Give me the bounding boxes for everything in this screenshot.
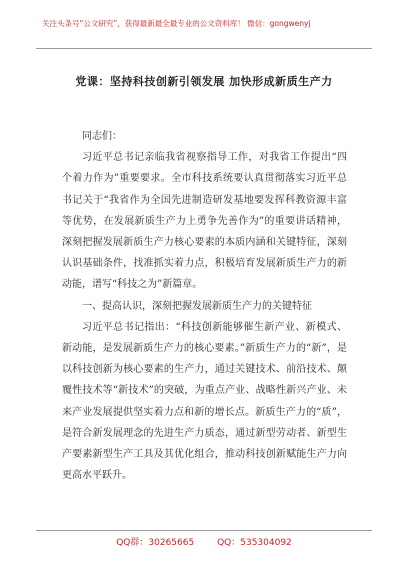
footer-divider xyxy=(36,530,372,531)
section-paragraph: 习近平总书记指出：“科技创新能够催生新产业、新模式、新动能，是发展新质生产力的核心要素。”新质生产力的“新”，是以科技创新为核心要素的生产力，通过关键技术、前沿技术、颠覆性技术等“新技术”的突破，为重点产业、战略性新兴产业、未来产业发展提供坚实着力点和新的增长点。新质生产力的“质”，是符合新发展理念的先进生产力质态，通过新型劳动者、新型生产要素新型生产工具及其优化组合，推动科技创新赋能生产力向更高水平跃升。 xyxy=(62,321,347,482)
intro-paragraph: 习近平总书记亲临我省视察指导工作，对我省工作提出“四个着力作为”重要要求。全市科技系统要认真贯彻落实习近平总书记关于“我省作为全国先进制造研发基地要发挥科教资源丰富等优势，在发展新质生产力上勇争先善作为”的重要讲话精神，深刻把握发展新质生产力核心要素的本质内涵和关键特征，深刻认识基础条件，找准抓实着力点，积极培育发展新质生产力的新动能，谱写“科技之为”新篇章。 xyxy=(62,152,347,291)
salutation: 同志们： xyxy=(82,131,122,142)
header-divider xyxy=(36,48,372,49)
qq-group-number: QQ群：30265665 xyxy=(116,538,195,548)
header-banner: 关注头条号“公文研究”，获得最新最全最专业的公文资料库！ 微信：gongwenyj xyxy=(42,19,311,28)
document-body xyxy=(62,126,347,486)
section-heading: 一、提高认识，深刻把握发展新质生产力的关键特征 xyxy=(82,300,312,312)
document-title: 党课：坚持科技创新引领发展 加快形成新质生产力 xyxy=(75,75,333,88)
footer-contact xyxy=(0,535,408,548)
qq-number: QQ：535304092 xyxy=(217,538,292,548)
